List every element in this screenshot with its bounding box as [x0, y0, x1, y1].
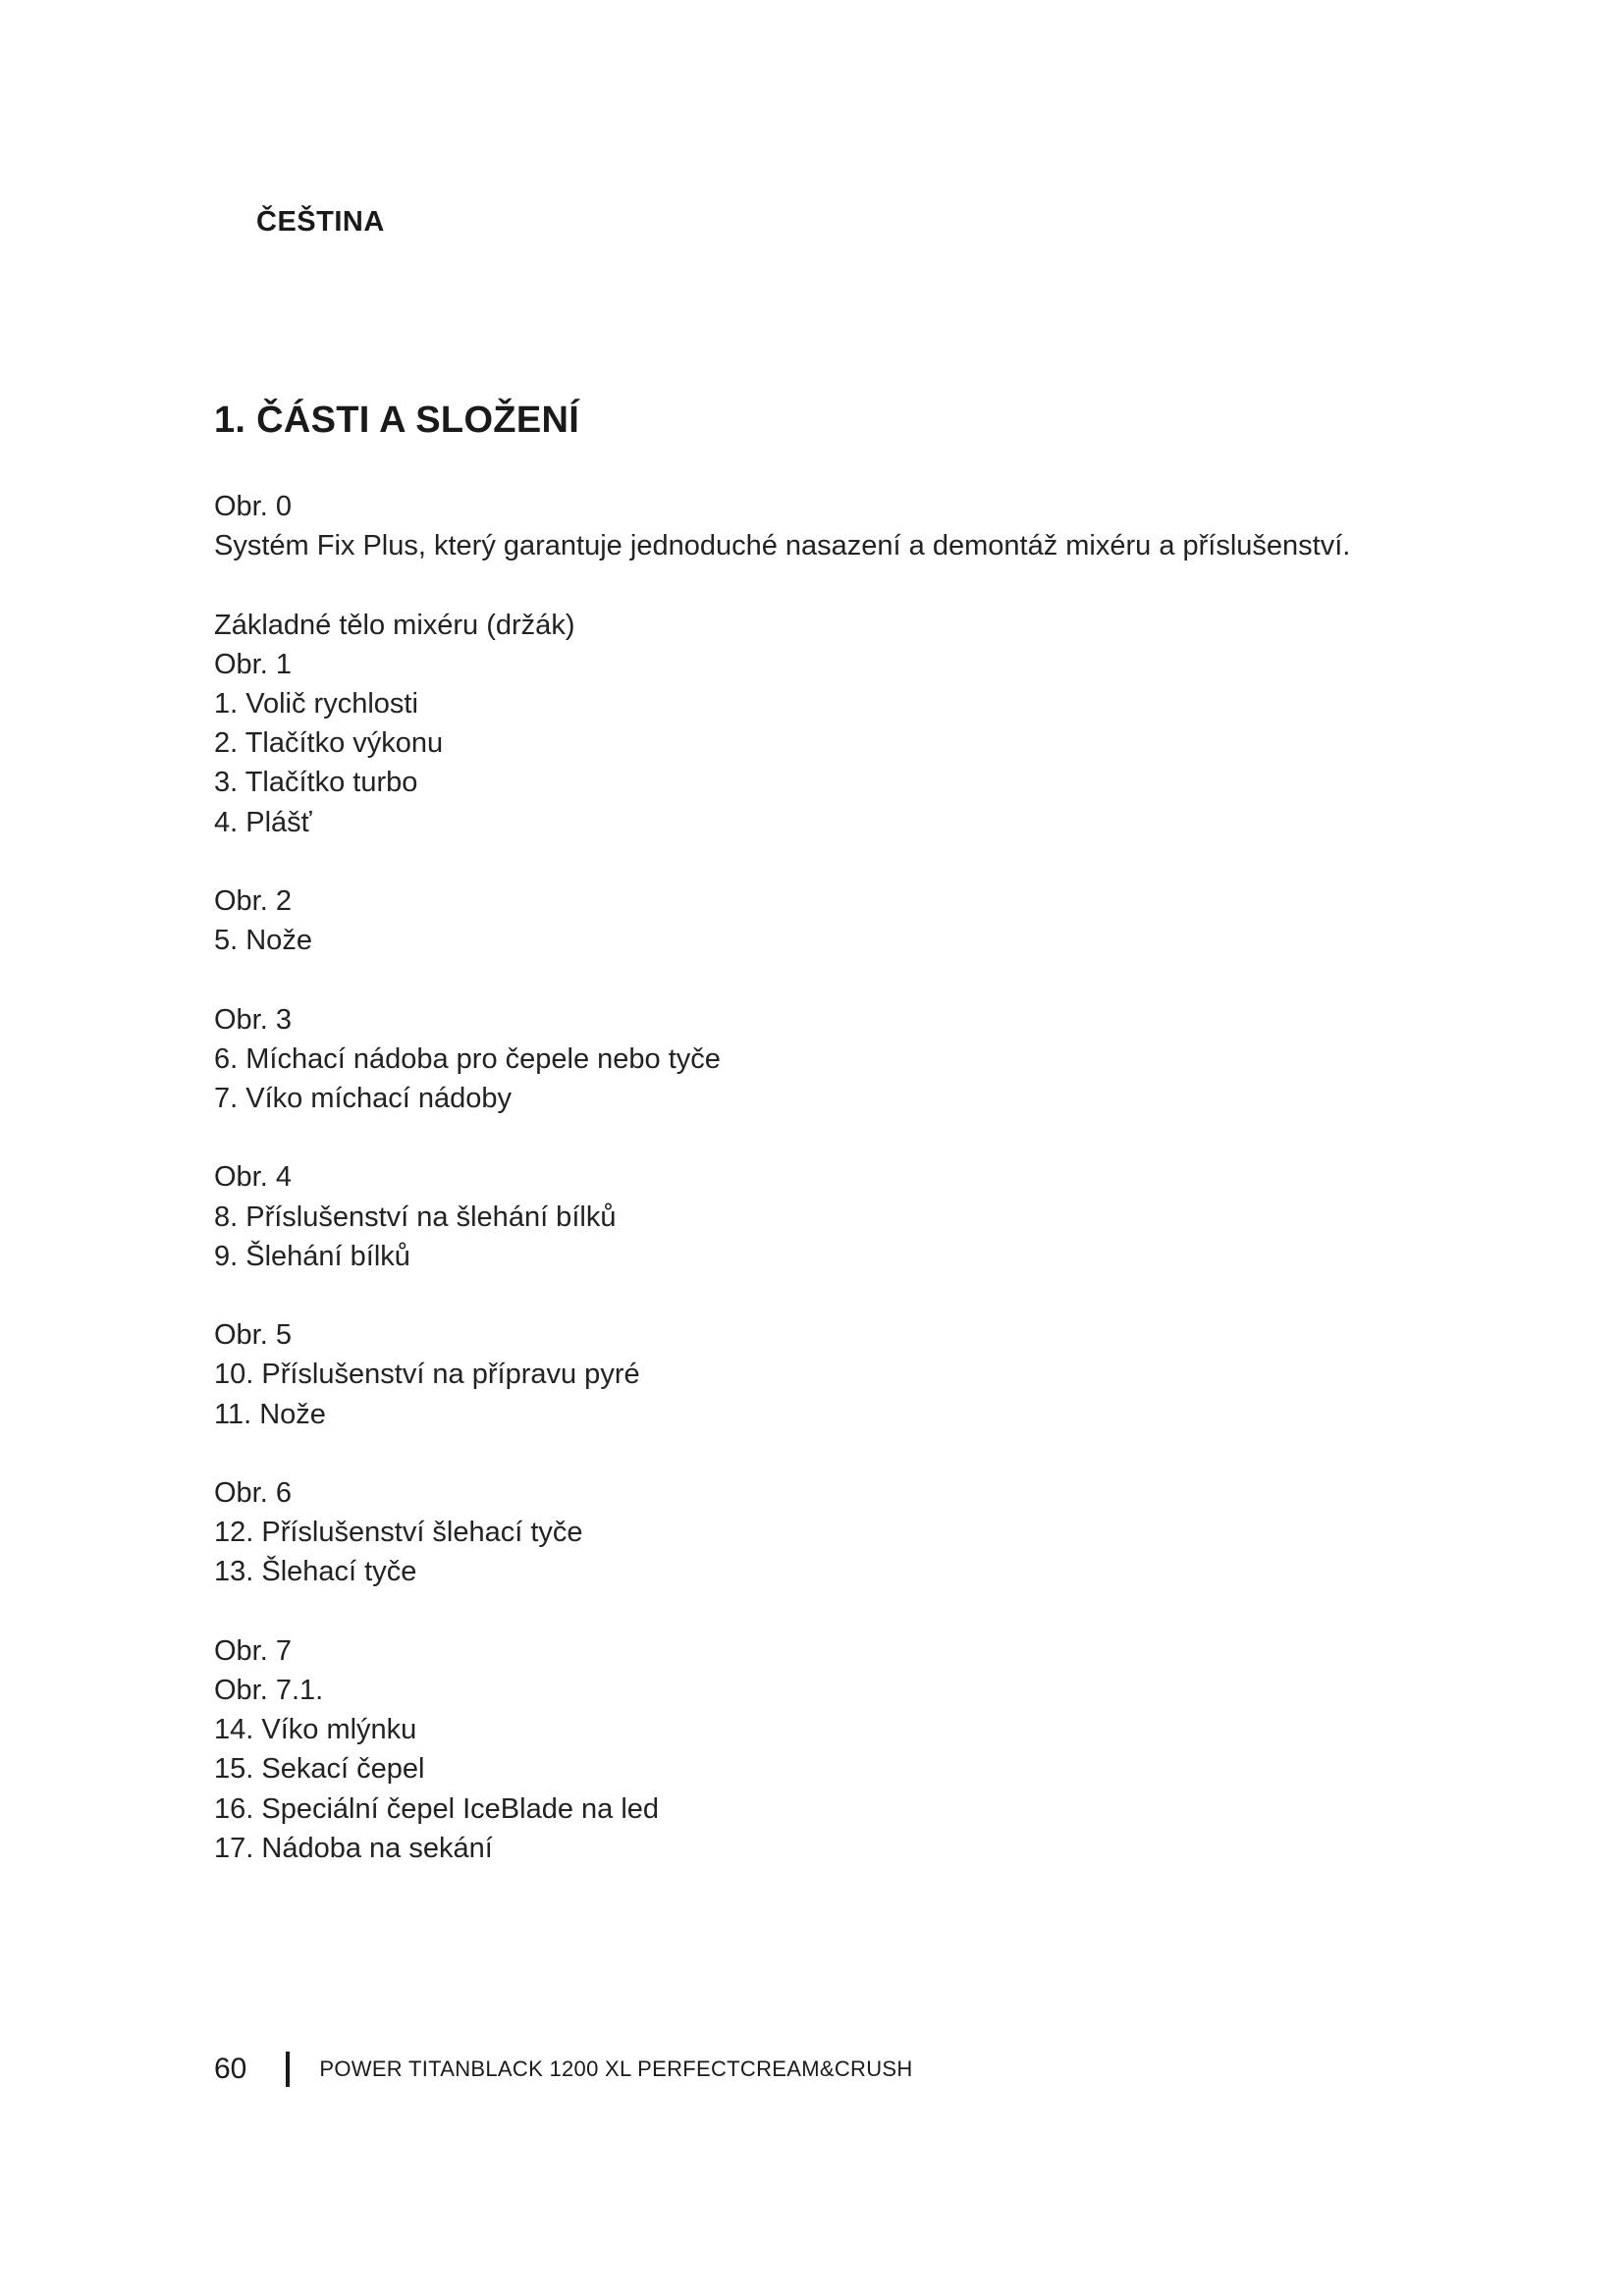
list-item: Obr. 3 [214, 1003, 292, 1036]
list-item: Obr. 0 [214, 491, 292, 522]
list-item: 4. Plášť [214, 806, 312, 838]
parts-group-obr-1 [214, 606, 1441, 842]
parts-group-obr-5 [214, 1315, 1441, 1434]
list-item: Obr. 1 [214, 648, 292, 680]
list-item: Obr. 5 [214, 1319, 292, 1352]
list-item: Obr. 7 [214, 1634, 292, 1667]
list-item: 13. Šlehací tyče [214, 1556, 417, 1588]
parts-list [214, 487, 1441, 1907]
list-item: 3. Tlačítko turbo [214, 767, 418, 799]
list-item: Obr. 6 [214, 1476, 292, 1509]
section-title: 1. ČÁSTI A SLOŽENÍ [214, 400, 580, 441]
list-item: 10. Příslušenství na přípravu pyré [214, 1359, 640, 1391]
list-item: 5. Nože [214, 925, 312, 957]
list-item: 14. Víko mlýnku [214, 1714, 417, 1746]
list-item: 12. Příslušenství šlehací tyče [214, 1517, 583, 1549]
list-item: Obr. 4 [214, 1161, 292, 1194]
list-item: 1. Volič rychlosti [214, 688, 418, 720]
page-number: 60 [214, 2053, 247, 2085]
list-item: 17. Nádoba na sekání [214, 1832, 493, 1864]
product-name: POWER TITANBLACK 1200 XL PERFECTCREAM&CRUSH [319, 2056, 913, 2081]
footer-divider [286, 2052, 290, 2087]
parts-group-obr-0 [214, 487, 1441, 565]
list-item: 9. Šlehání bílků [214, 1240, 410, 1272]
list-item: 15. Sekací čepel [214, 1753, 425, 1786]
parts-group-obr-3 [214, 1000, 1441, 1119]
list-item: Obr. 2 [214, 885, 292, 917]
list-item: 6. Míchací nádoba pro čepele nebo tyče [214, 1042, 721, 1075]
list-item: 11. Nože [214, 1398, 326, 1430]
language-label: ČEŠTINA [256, 206, 385, 238]
parts-group-obr-4 [214, 1157, 1441, 1276]
list-item: Základné tělo mixéru (držák) [214, 609, 575, 641]
page-footer [214, 2050, 913, 2089]
list-item: Obr. 7.1. [214, 1674, 324, 1706]
list-item: 7. Víko míchací nádoby [214, 1083, 513, 1114]
list-item: Systém Fix Plus, který garantuje jednoduché nasazení a demontáž mixéru a příslušenství. [214, 530, 1351, 562]
parts-group-obr-6 [214, 1473, 1441, 1592]
list-item: 16. Speciální čepel IceBlade na led [214, 1792, 660, 1825]
parts-group-obr-7 [214, 1631, 1441, 1868]
parts-group-obr-2 [214, 881, 1441, 960]
list-item: 8. Příslušenství na šlehání bílků [214, 1201, 617, 1233]
list-item: 2. Tlačítko výkonu [214, 727, 444, 760]
